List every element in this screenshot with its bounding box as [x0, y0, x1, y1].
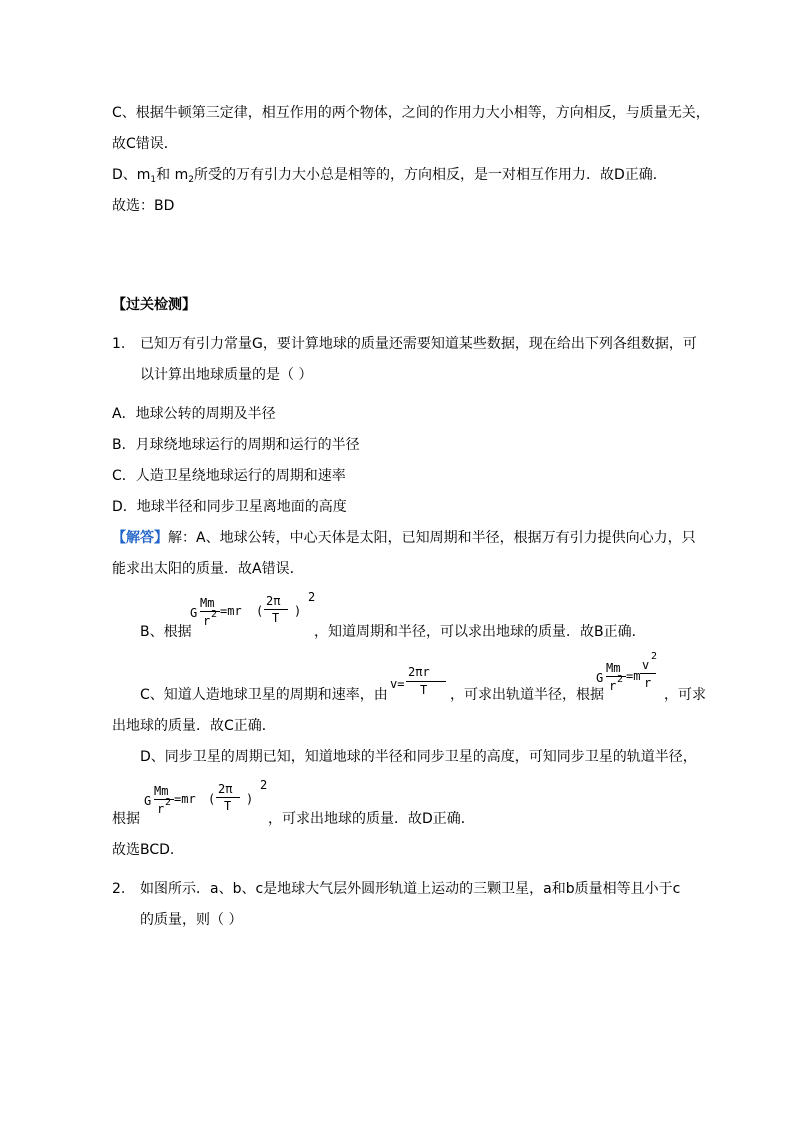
- solution-line: ，知道周期和半径，可以求出地球的质量．故B正确．: [314, 624, 646, 640]
- text-line: 故C错误．: [112, 136, 178, 152]
- solution-line: B、根据: [140, 624, 192, 640]
- text-fragment: 解：A、地球公转，中心天体是太阳，已知周期和半径，根据万有引力提供向心力，只: [168, 530, 696, 546]
- question-stem: 已知万有引力常量G，要计算地球的质量还需要知道某些数据，现在给出下列各组数据，可: [140, 336, 697, 352]
- question-number: 1.: [112, 336, 126, 352]
- answer-line: 故选：BD: [112, 198, 175, 214]
- solution-line: 根据: [112, 811, 140, 827]
- subscript: 1: [150, 175, 157, 185]
- option-b: B．月球绕地球运行的周期和运行的半径: [112, 437, 360, 453]
- formula-gravity-b: G Mm r 2 =mr ( 2π T ) 2: [190, 590, 316, 628]
- solution-line: 出地球的质量．故C正确．: [112, 718, 276, 734]
- option-c: C．人造卫星绕地球运行的周期和速率: [112, 468, 346, 484]
- solution-line: C、知道人造地球卫星的周期和速率，由: [140, 687, 388, 703]
- question-stem: 的质量，则（ ）: [140, 912, 243, 928]
- formula-gravity-d: G Mm r 2 =mr ( 2π T ) 2: [144, 778, 268, 816]
- subscript: 2: [188, 175, 194, 185]
- answer-line: 故选BCD.: [112, 842, 175, 858]
- text-fragment: D、m: [112, 167, 151, 183]
- option-d: D．地球半径和同步卫星离地面的高度: [112, 499, 347, 515]
- formula-velocity: v= 2πr T: [390, 665, 450, 705]
- solution-line: 能求出太阳的质量．故A错误．: [112, 561, 304, 577]
- text-fragment: 和 m: [156, 167, 189, 183]
- question-stem: 如图所示．a、b、c是地球大气层外圆形轨道上运动的三颗卫星，a和b质量相等且小于c: [140, 881, 681, 897]
- solution-tag: 【解答】: [112, 530, 168, 546]
- solution-line: ，可求出地球的质量．故D正确．: [268, 811, 475, 827]
- solution-line: ，可求: [664, 687, 706, 703]
- text-fragment: 所受的万有引力大小总是相等的，方向相反，是一对相互作用力．故D正确．: [193, 167, 667, 183]
- section-title: 【过关检测】: [112, 297, 196, 313]
- solution-line: D、同步卫星的周期已知，知道地球的半径和同步卫星的高度，可知同步卫星的轨道半径，: [140, 749, 697, 765]
- formula-centripetal: G Mm r 2 =m v 2 r: [596, 651, 658, 693]
- question-number: 2.: [112, 881, 126, 897]
- text-line: [112, 166, 667, 189]
- text-line: C、根据牛顿第三定律，相互作用的两个物体，之间的作用力大小相等，方向相反，与质量无关，: [112, 105, 710, 121]
- question-stem: 以计算出地球质量的是（ ）: [140, 367, 313, 383]
- solution-line: [112, 529, 696, 547]
- option-a: A．地球公转的周期及半径: [112, 406, 276, 422]
- solution-line: ，可求出轨道半径，根据: [450, 687, 604, 703]
